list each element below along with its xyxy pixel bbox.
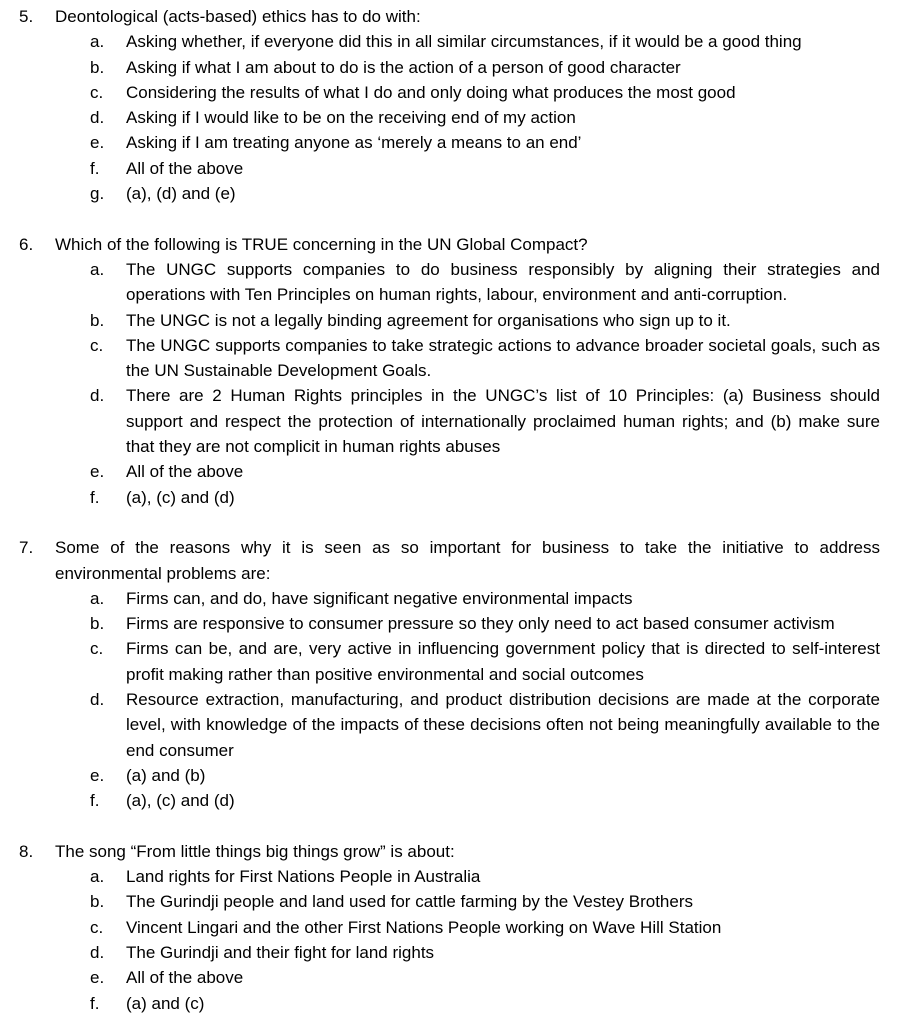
option-letter: a.: [90, 32, 105, 52]
option-b: [0, 308, 906, 333]
option-text: Land rights for First Nations People in Australia: [126, 867, 481, 887]
question-spacer: [0, 814, 906, 839]
option-text: All of the above: [126, 158, 244, 178]
option-e: [0, 965, 906, 990]
option-letter: c.: [90, 917, 104, 937]
option-text: There are 2 Human Rights principles in the UNGC’s list of 10 Principles: (a) Business should support and respect the protection of internationally proclaimed human rights; and (b) make sure that they are not complicit in human rights abuses: [126, 386, 880, 457]
question-text: Some of the reasons why it is seen as so important for business to take the initiative to address environmental problems are:: [55, 538, 880, 583]
option-letter: b.: [90, 892, 105, 912]
option-text: All of the above: [126, 968, 244, 988]
option-letter: c.: [90, 82, 104, 102]
option-letter: d.: [90, 108, 105, 128]
option-letter: g.: [90, 184, 105, 204]
option-b: [0, 55, 906, 80]
option-a: [0, 257, 906, 308]
option-letter: f.: [90, 158, 100, 178]
option-letter: b.: [90, 310, 105, 330]
option-text: Asking if I am treating anyone as ‘merely a means to an end’: [126, 133, 582, 153]
question-5: [0, 4, 906, 206]
option-e: [0, 763, 906, 788]
option-letter: e.: [90, 968, 105, 988]
question-number: 8.: [19, 841, 34, 861]
option-text: Resource extraction, manufacturing, and product distribution decisions are made at the corporate level, with knowledge of the impacts of these decisions often not being meaningfully available to the end consumer: [126, 690, 880, 760]
option-text: (a), (c) and (d): [126, 487, 235, 507]
question-6: [0, 232, 906, 510]
option-b: [0, 611, 906, 636]
answer-options: [0, 864, 906, 1016]
option-f: [0, 156, 906, 181]
option-g: [0, 181, 906, 206]
option-text: All of the above: [126, 462, 244, 482]
answer-options: [0, 586, 906, 814]
question-text: Deontological (acts-based) ethics has to do with:: [55, 7, 421, 26]
option-f: [0, 788, 906, 813]
option-text: Firms can, and do, have significant negative environmental impacts: [126, 588, 633, 608]
option-text: (a), (c) and (d): [126, 791, 235, 811]
option-d: [0, 383, 906, 459]
option-text: Asking if I would like to be on the receiving end of my action: [126, 108, 576, 128]
option-text: The Gurindji and their fight for land rights: [126, 942, 435, 962]
option-text: (a), (d) and (e): [126, 184, 236, 204]
option-text: Considering the results of what I do and only doing what produces the most good: [126, 82, 736, 102]
option-b: [0, 889, 906, 914]
option-d: [0, 940, 906, 965]
option-text: Firms are responsive to consumer pressure so they only need to act based consumer activism: [126, 614, 835, 634]
option-text: The UNGC supports companies to take strategic actions to advance broader societal goals, such as the UN Sustainable Development Goals.: [126, 335, 880, 381]
quiz-page: [0, 4, 906, 1016]
option-c: [0, 333, 906, 384]
option-c: [0, 636, 906, 687]
option-text: Firms can be, and are, very active in influencing government policy that is directed to self-interest profit making rather than positive environmental and social outcomes: [126, 639, 880, 684]
question-number: 6.: [19, 234, 34, 254]
option-text: Vincent Lingari and the other First Nations People working on Wave Hill Station: [126, 917, 722, 937]
answer-options: [0, 257, 906, 510]
option-e: [0, 130, 906, 155]
option-text: Asking whether, if everyone did this in all similar circumstances, if it would be a good thing: [126, 32, 802, 52]
question-number: 7.: [19, 538, 34, 558]
option-letter: d.: [90, 690, 105, 710]
option-letter: b.: [90, 614, 105, 634]
option-text: Asking if what I am about to do is the action of a person of good character: [126, 57, 681, 77]
question-text: The song “From little things big things grow” is about:: [55, 841, 455, 861]
option-letter: f.: [90, 487, 100, 507]
question-spacer: [0, 206, 906, 231]
option-d: [0, 687, 906, 763]
option-text: (a) and (c): [126, 993, 205, 1013]
option-c: [0, 915, 906, 940]
option-a: [0, 586, 906, 611]
question-8: [0, 839, 906, 1016]
question-number: 5.: [19, 7, 34, 26]
option-a: [0, 864, 906, 889]
option-letter: d.: [90, 386, 105, 406]
option-letter: e.: [90, 765, 105, 785]
option-letter: b.: [90, 57, 105, 77]
option-letter: d.: [90, 942, 105, 962]
question-7: [0, 535, 906, 813]
option-text: The Gurindji people and land used for cattle farming by the Vestey Brothers: [126, 892, 693, 912]
option-letter: c.: [90, 335, 104, 355]
option-a: [0, 29, 906, 54]
option-d: [0, 105, 906, 130]
option-letter: a.: [90, 588, 105, 608]
option-text: (a) and (b): [126, 765, 206, 785]
option-letter: f.: [90, 791, 100, 811]
option-letter: e.: [90, 462, 105, 482]
option-e: [0, 459, 906, 484]
option-text: The UNGC is not a legally binding agreement for organisations who sign up to it.: [126, 310, 731, 330]
option-letter: a.: [90, 867, 105, 887]
option-c: [0, 80, 906, 105]
answer-options: [0, 29, 906, 206]
option-letter: c.: [90, 639, 104, 659]
option-letter: a.: [90, 259, 105, 279]
option-f: [0, 485, 906, 510]
option-text: The UNGC supports companies to do business responsibly by aligning their strategies and operations with Ten Principles on human rights, labour, environment and anti-corruption.: [126, 259, 880, 305]
option-letter: e.: [90, 133, 105, 153]
option-f: [0, 991, 906, 1016]
question-text: Which of the following is TRUE concerning in the UN Global Compact?: [55, 234, 588, 254]
question-spacer: [0, 510, 906, 535]
option-letter: f.: [90, 993, 100, 1013]
